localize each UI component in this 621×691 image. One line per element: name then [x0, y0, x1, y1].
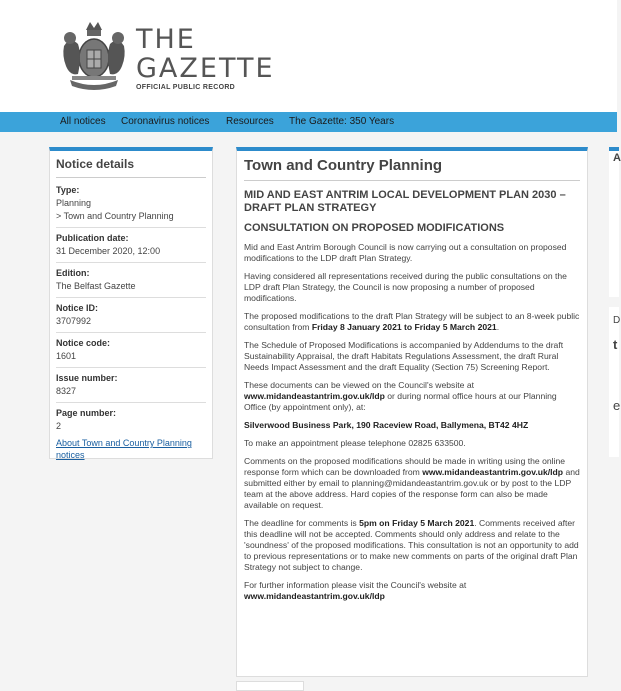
gazette-logo[interactable]: [136, 25, 275, 91]
consultation-dates: Friday 8 January 2021 to Friday 5 March 2021: [311, 322, 497, 332]
publication-date-field: [56, 232, 206, 263]
edition-field: [56, 267, 206, 298]
page-number-field: [56, 407, 206, 433]
right-panel-top: [609, 147, 619, 297]
publication-date-value: 31 December 2020, 12:00: [56, 246, 161, 256]
logo-line-1: THE: [136, 24, 196, 55]
notice-code-label: Notice code:: [56, 338, 111, 348]
paragraph-9-text: For further information please visit the Council's website at: [244, 580, 467, 590]
type-value: Planning: [56, 198, 92, 208]
paragraph-3-text: The proposed modifications to the draft Plan Strategy will be subject to an 8-week public consultation from: [244, 311, 580, 332]
paragraph-7-end: and submitted either by email to planning@midandeastantrim.gov.uk or by post to the LDP team at the above address. Hard copies of the response form can also be made available on request.: [244, 467, 580, 510]
site-header: [0, 0, 617, 112]
page-number-label: Page number:: [56, 408, 117, 418]
notice-id-field: [56, 302, 206, 333]
type-label: Type:: [56, 185, 80, 195]
paragraph-7: [244, 456, 580, 511]
right-fragment-1: A: [613, 152, 621, 164]
issue-number-label: Issue number:: [56, 373, 118, 383]
publication-date-label: Publication date:: [56, 233, 129, 243]
nav-all-notices[interactable]: All notices: [60, 116, 106, 127]
right-fragment-4: e: [613, 398, 621, 413]
planning-office-address: [244, 420, 580, 431]
paragraph-1: Mid and East Antrim Borough Council is now carrying out a consultation on proposed modifications to the LDP draft Plan Strategy.: [244, 242, 567, 263]
council-website-url: www.midandeastantrim.gov.uk/ldp: [244, 391, 385, 401]
paragraph-3-end: .: [496, 322, 500, 332]
paragraph-8: [244, 518, 580, 573]
paragraph-2: Having considered all representations received during the public consultations on the LDP draft Plan Strategy, the Council is now proposing a number of proposed modifications.: [244, 271, 567, 303]
paragraph-8-end: . Comments received after this deadline will not be accepted. Comments should only address and relate to the 'soundness' of the proposed modifications. This consultation is not an opportunity to add to previous representations or to make new comments on parts of the original draft Plan Strategy not subject to change.: [244, 518, 579, 572]
paragraph-5: [244, 380, 580, 413]
comment-deadline: 5pm on Friday 5 March 2021: [359, 518, 475, 528]
logo-subtitle: OFFICIAL PUBLIC RECORD: [136, 84, 236, 91]
bottom-tab: [236, 681, 304, 691]
paragraph-5-text: These documents can be viewed on the Council's website at: [244, 380, 474, 390]
logo-line-2: GAZETTE: [136, 53, 275, 84]
paragraph-3: [244, 311, 580, 333]
right-fragment-2: D: [613, 315, 621, 326]
issue-number-field: [56, 372, 206, 403]
notice-details-panel: [49, 147, 213, 459]
paragraph-6: To make an appointment please telephone 02825 633500.: [244, 438, 466, 448]
right-panel-bottom: [609, 307, 619, 457]
further-info-url: www.midandeastantrim.gov.uk/ldp: [244, 591, 385, 601]
notice-heading-consultation: CONSULTATION ON PROPOSED MODIFICATIONS: [244, 222, 505, 234]
royal-crest-icon[interactable]: [60, 16, 128, 92]
response-form-url: www.midandeastantrim.gov.uk/ldp: [422, 467, 564, 477]
nav-gazette-350[interactable]: The Gazette: 350 Years: [289, 116, 395, 127]
notice-id-label: Notice ID:: [56, 303, 99, 313]
notice-id-value: 3707992: [56, 316, 92, 326]
edition-label: Edition:: [56, 268, 90, 278]
paragraph-8-text: The deadline for comments is: [244, 518, 360, 528]
edition-value: The Belfast Gazette: [56, 281, 136, 291]
paragraph-9: [244, 580, 580, 602]
notice-code-field: [56, 337, 206, 368]
issue-number-value: 8327: [56, 386, 77, 396]
paragraph-4: The Schedule of Proposed Modifications is accompanied by Addendums to the draft Sustainability Appraisal, the draft Habitats Regulations Assessment, the draft Rural Needs Impact Assessment and the draft Equality (Section 75) Screening Report.: [244, 340, 564, 372]
nav-resources[interactable]: Resources: [226, 116, 274, 127]
notice-details-title: Notice details: [56, 157, 206, 178]
address-text: Silverwood Business Park, 190 Raceview Road, Ballymena, BT42 4HZ: [244, 420, 529, 430]
paragraph-7-text: Comments on the proposed modifications should be made in writing using the online response form which can be downloaded from: [244, 456, 566, 477]
right-fragment-3: t: [613, 337, 618, 352]
paragraph-5-end: or during normal office hours at our Planning Office (by appointment only), at:: [244, 391, 557, 412]
main-nav: [0, 112, 617, 132]
type-field: [56, 184, 206, 228]
notice-content: [236, 147, 588, 677]
page-number-value: 2: [56, 421, 62, 431]
nav-coronavirus-notices[interactable]: Coronavirus notices: [121, 116, 210, 127]
subtype-value: > Town and Country Planning: [56, 211, 174, 221]
about-notices-link[interactable]: About Town and Country Planning notices: [56, 438, 192, 460]
notice-title: Town and Country Planning: [244, 157, 580, 181]
notice-heading-plan: MID AND EAST ANTRIM LOCAL DEVELOPMENT PLAN 2030 – DRAFT PLAN STRATEGY: [244, 189, 566, 214]
notice-code-value: 1601: [56, 351, 77, 361]
